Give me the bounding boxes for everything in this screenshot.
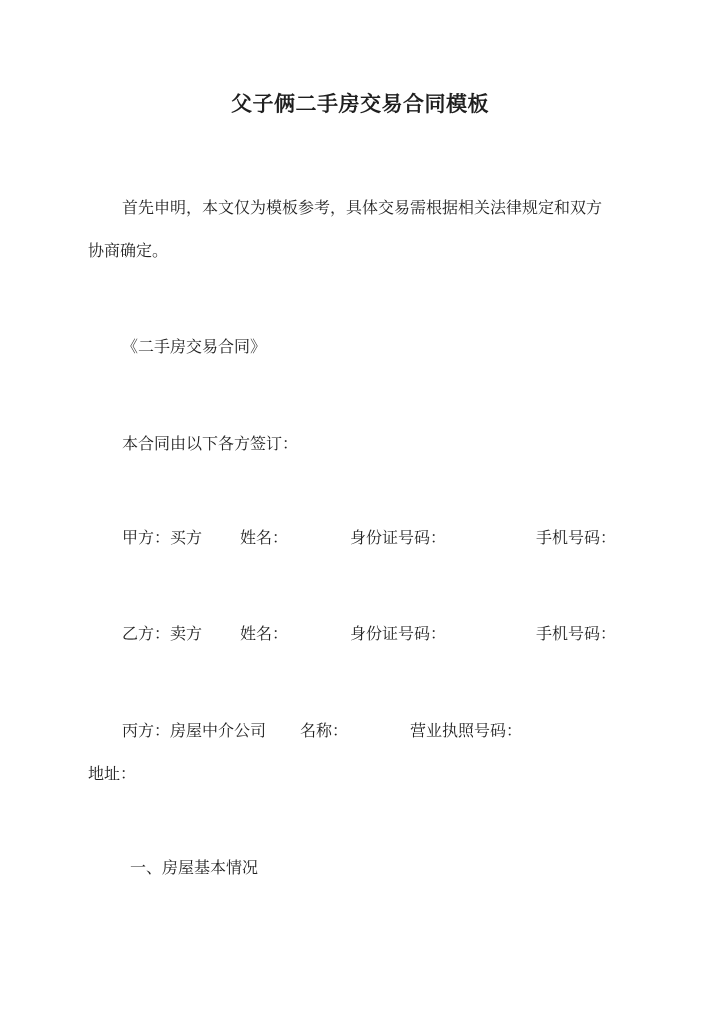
disclaimer-line-2: 协商确定。	[88, 241, 169, 260]
party-b-id-label: 身份证号码：	[350, 624, 447, 643]
party-b-row	[0, 624, 720, 644]
disclaimer-line-1: 首先申明，本文仅为模板参考，具体交易需根据相关法律规定和双方	[122, 198, 603, 217]
party-b-phone-label: 手机号码：	[536, 624, 617, 643]
contract-name: 《二手房交易合同》	[122, 337, 267, 356]
party-b-role: 乙方：卖方	[122, 624, 203, 643]
contract-intro: 本合同由以下各方签订：	[122, 434, 299, 453]
party-a-id-label: 身份证号码：	[350, 528, 447, 547]
party-c-name-label: 名称：	[300, 721, 349, 740]
party-a-role: 甲方：买方	[122, 528, 203, 547]
party-a-name-label: 姓名：	[240, 528, 289, 547]
party-b-name-label: 姓名：	[240, 624, 289, 643]
party-a-phone-label: 手机号码：	[536, 528, 617, 547]
party-c-license-label: 营业执照号码：	[410, 721, 523, 740]
party-c-row	[0, 721, 720, 741]
party-c-address-label: 地址：	[88, 764, 137, 783]
party-c-role: 丙方：房屋中介公司	[122, 721, 267, 740]
section-1-heading: 一、房屋基本情况	[130, 858, 259, 877]
document-title: 父子俩二手房交易合同模板	[231, 91, 489, 116]
party-a-row	[0, 528, 720, 548]
